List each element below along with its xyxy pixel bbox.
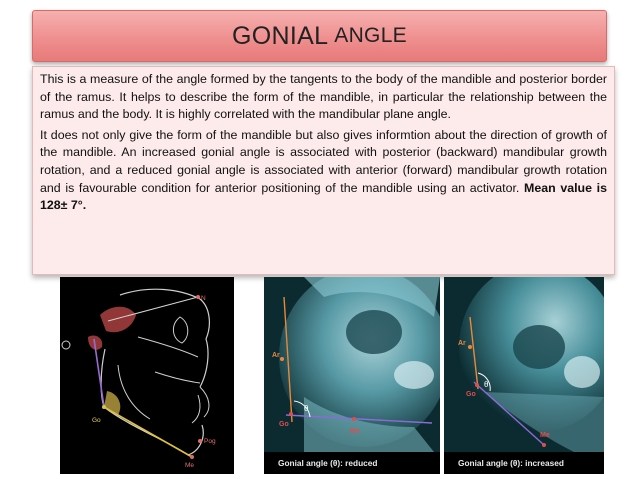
label-ar: Ar bbox=[272, 352, 280, 359]
label-n: N bbox=[201, 295, 206, 302]
label-me: Me bbox=[185, 462, 195, 469]
label-pog: Pog bbox=[204, 438, 216, 445]
title-main: GONIAL bbox=[232, 21, 329, 50]
tracing-drawing bbox=[60, 277, 234, 474]
label-theta: θ bbox=[484, 380, 489, 389]
xray-increased-drawing bbox=[444, 277, 604, 452]
xray-reduced-drawing bbox=[264, 277, 440, 452]
title-rest: ANGLE bbox=[334, 24, 407, 47]
label-go: Go bbox=[279, 421, 289, 428]
mean-value: Mean value is 128± 7°. bbox=[40, 180, 607, 213]
paragraph-growth bbox=[40, 127, 607, 215]
label-me: Me bbox=[540, 432, 550, 439]
label-go: Go bbox=[92, 417, 101, 424]
slide-title bbox=[32, 10, 607, 62]
cephalometric-tracing-image bbox=[60, 277, 234, 474]
paragraph-definition: This is a measure of the angle formed by the tangents to the body of the mandible and posterior border of the ramus. It helps to describe the form of the mandible, in particular the relationship between the ramus and the body. It is highly correlated with the mandibular plane angle. bbox=[40, 72, 607, 122]
caption-reduced bbox=[264, 452, 440, 474]
label-theta: θ bbox=[304, 404, 309, 413]
caption-increased-text: Gonial angle (θ): increased bbox=[458, 458, 564, 468]
xray-increased-image bbox=[444, 277, 604, 474]
xray-reduced-image bbox=[264, 277, 440, 474]
paragraph-growth-text: It does not only give the form of the mandible but also gives informtion about the direction of growth of the mandible. An increased gonial angle is associated with posterior (backward) mandibular growth rotation, and a reduced gonial angle is associated with anterior (forward) mandibular growth rotation and is favourable condition for anterior positioning of the mandible using an activator. bbox=[40, 127, 607, 195]
description-box bbox=[32, 66, 615, 275]
label-go: Go bbox=[466, 391, 476, 398]
label-ar: Ar bbox=[458, 340, 466, 347]
caption-reduced-text: Gonial angle (θ): reduced bbox=[278, 458, 378, 468]
label-me: Me bbox=[350, 428, 360, 435]
caption-increased bbox=[444, 452, 604, 474]
